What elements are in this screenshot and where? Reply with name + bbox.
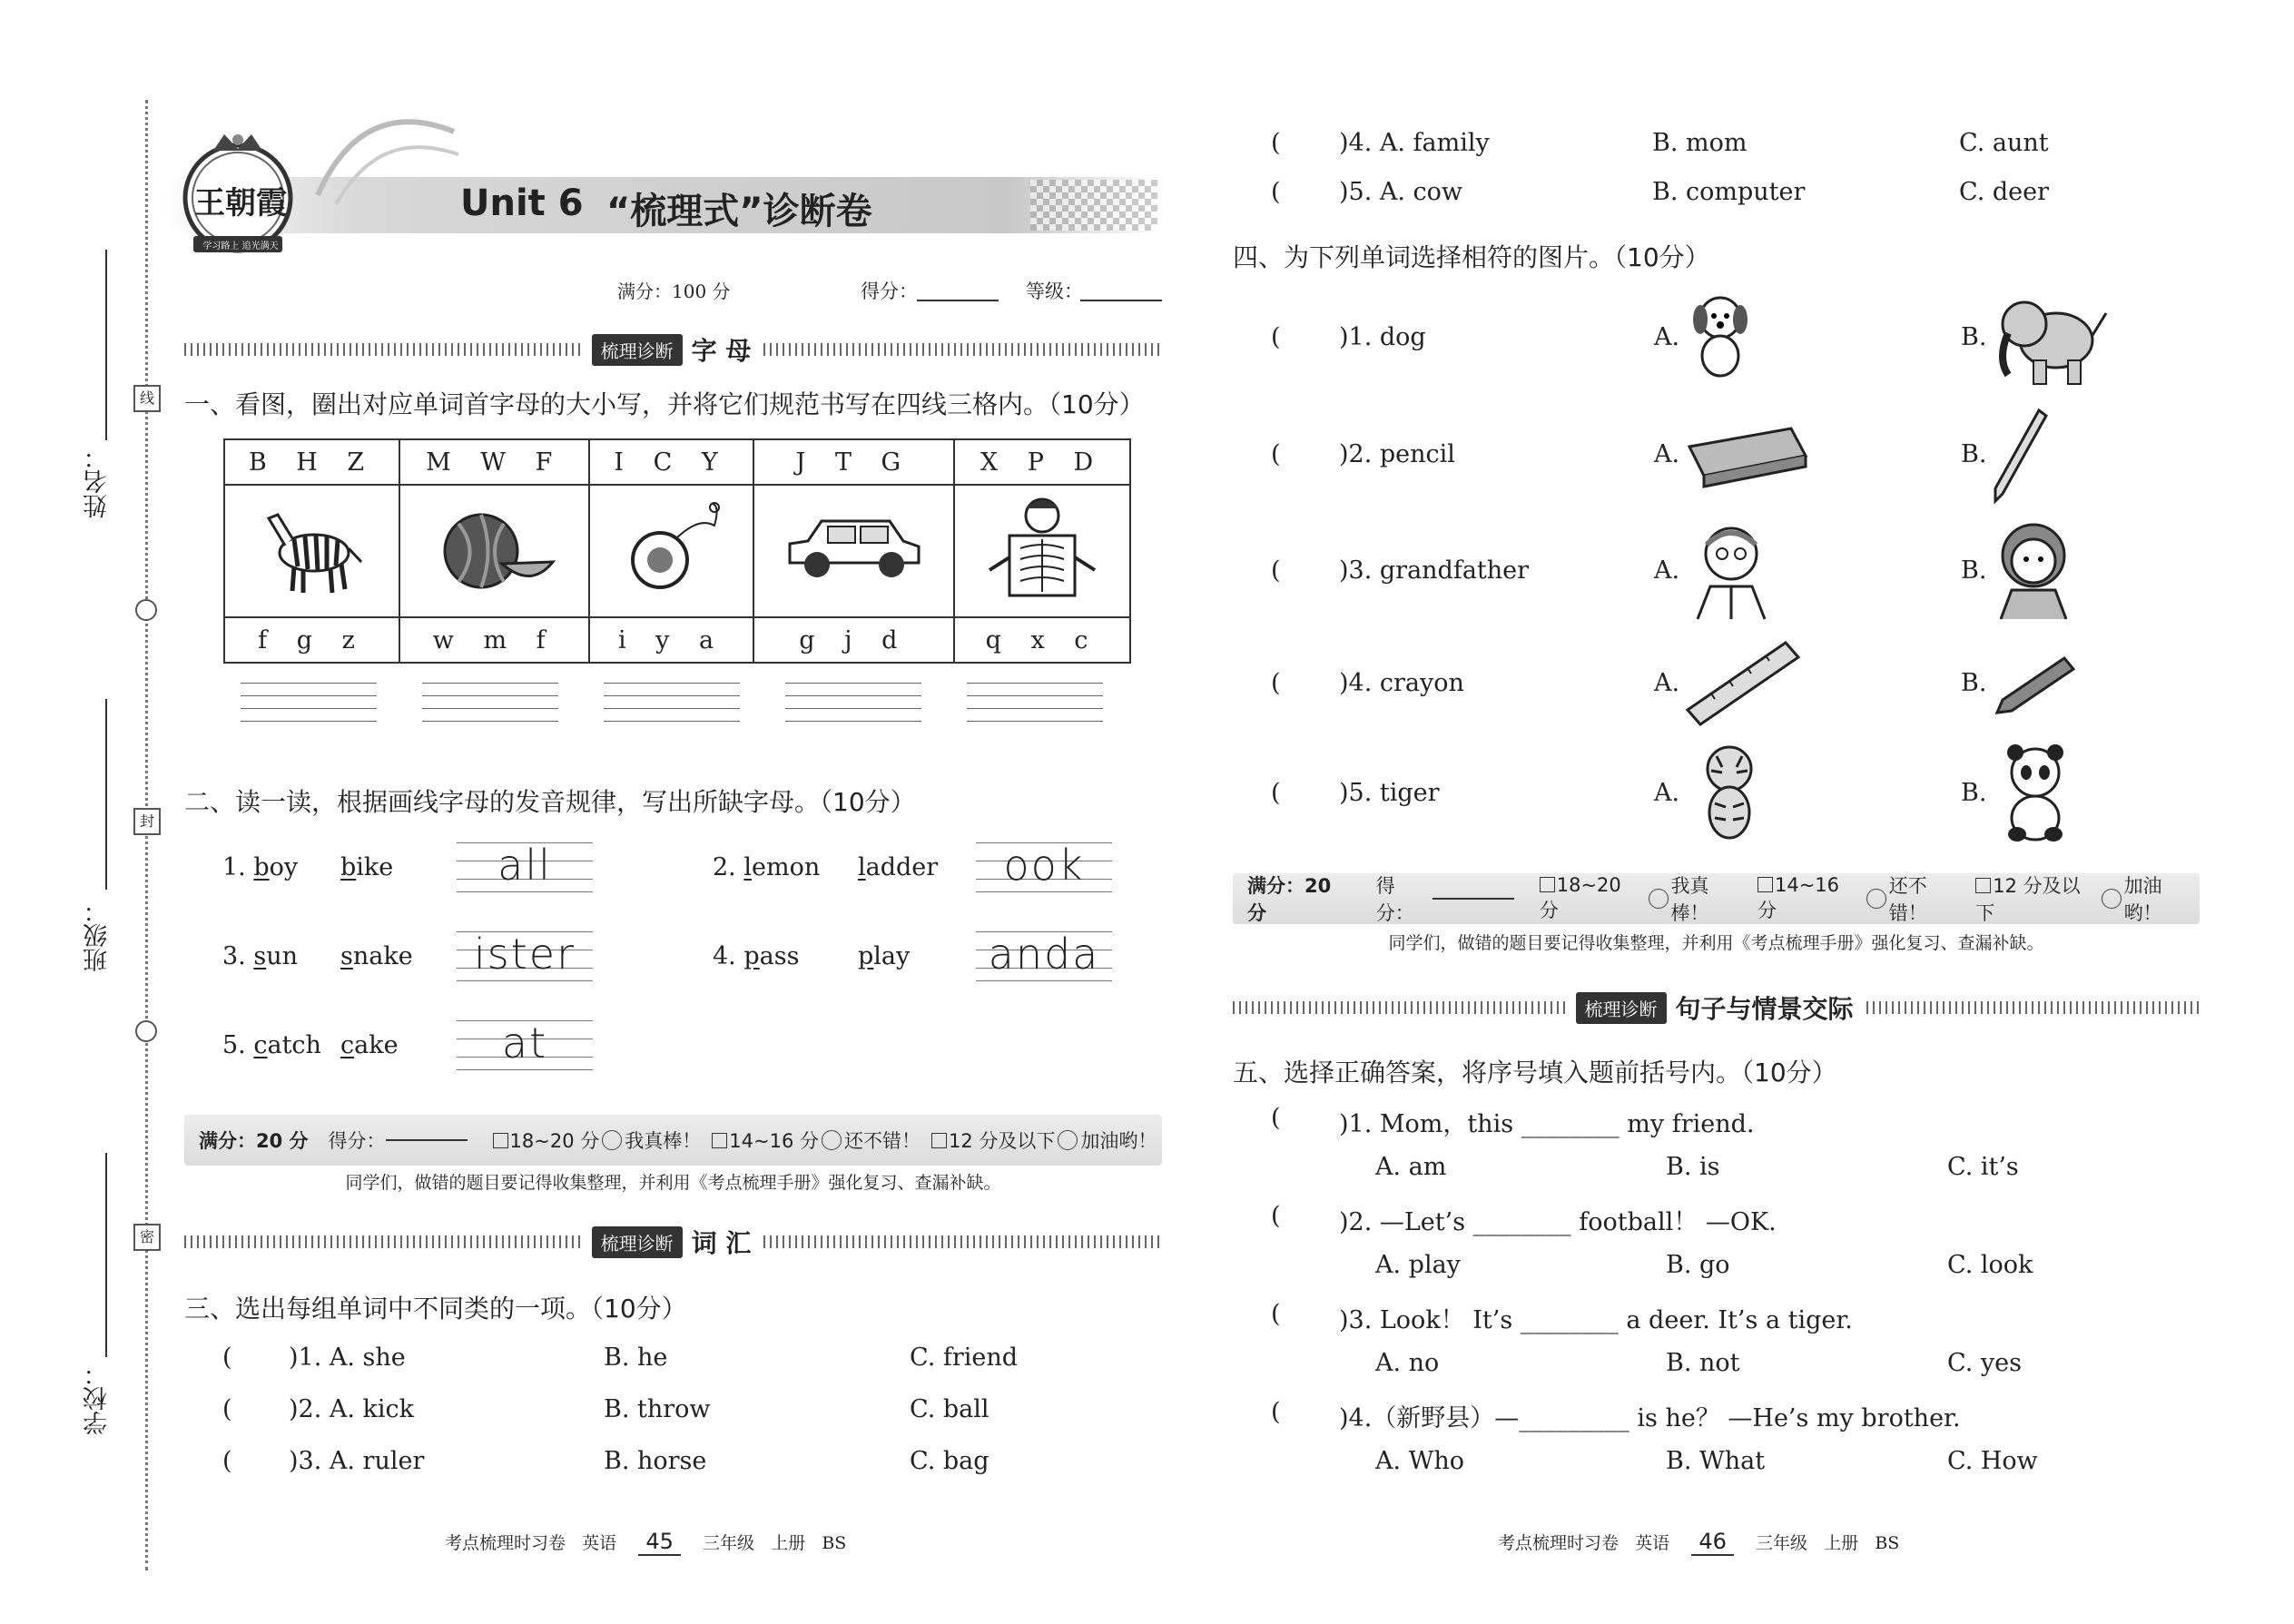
upper-letters: X P D — [954, 439, 1130, 485]
q4-option-a[interactable]: A. — [1654, 779, 1680, 807]
strip-score-field[interactable] — [1433, 898, 1513, 900]
strip-score-field[interactable] — [386, 1139, 468, 1141]
answer-paren[interactable]: ( — [1271, 556, 1281, 585]
q3-option-a: )5. A. cow — [1339, 178, 1463, 206]
q3-option-c: C. deer — [1959, 178, 2050, 206]
full-score: 满分：100 分 — [617, 281, 731, 302]
divider — [1866, 1001, 2200, 1014]
lower-letters: g j d — [753, 617, 954, 663]
lower-letters: f g z — [224, 617, 399, 663]
q2-item-1: 1. boy — [222, 853, 299, 881]
face-icon — [822, 1130, 842, 1150]
lower-letters: w m f — [399, 617, 589, 663]
smile-icon — [1649, 889, 1669, 909]
q5-question: )2. —Let’s ________ football！ —OK. — [1339, 1208, 1777, 1236]
section-title: 词 汇 — [691, 1228, 752, 1258]
writing-lines[interactable] — [422, 683, 558, 739]
q4-option-a[interactable]: A. — [1654, 669, 1680, 697]
q3-option-c: C. aunt — [1959, 129, 2049, 157]
option[interactable]: 12 分及以下 — [931, 1127, 1055, 1154]
cheer-icon — [1058, 1130, 1078, 1150]
q3-option-b: B. throw — [604, 1395, 711, 1423]
name-field[interactable] — [105, 250, 107, 440]
section-tag: 梳理诊断 — [592, 334, 683, 366]
upper-letters: M W F — [399, 439, 589, 485]
section-title: 句子与情景交际 — [1675, 994, 1854, 1024]
divider — [763, 1235, 1162, 1248]
answer-paren[interactable]: ( — [1271, 1104, 1281, 1132]
q3-option-a: )3. A. ruler — [289, 1447, 425, 1475]
seal-dot — [135, 599, 157, 621]
q3-title: 三、选出每组单词中不同类的一项。（10分） — [184, 1294, 687, 1324]
q1-table — [223, 438, 1131, 664]
q2-answer-5[interactable]: at — [457, 1011, 593, 1071]
q5-question: )3. Look！ It’s ________ a deer. It’s a tiger. — [1339, 1306, 1853, 1334]
school-field[interactable] — [105, 1153, 107, 1357]
section-header-letters — [184, 336, 1162, 366]
q4-word: )4. crayon — [1339, 669, 1464, 697]
writing-lines[interactable] — [785, 683, 921, 739]
watermelon-image — [399, 485, 589, 617]
q3-option-b: B. he — [604, 1343, 668, 1372]
strip-note: 同学们，做错的题目要记得收集整理，并利用《考点梳理手册》强化复习、查漏补缺。 — [345, 1173, 1001, 1193]
q5-option-a: A. am — [1375, 1153, 1447, 1181]
panda-image — [1997, 740, 2074, 844]
q3-option-c: C. ball — [910, 1395, 989, 1423]
q5-option-b: B. go — [1666, 1251, 1730, 1279]
option-label: 还不错！ — [1888, 875, 1927, 924]
score-label: 得分： — [861, 281, 918, 302]
strip-score-label: 得分： — [1375, 875, 1414, 924]
q1-title: 一、看图，圈出对应单词首字母的大小写，并将它们规范书写在四线三格内。（10分） — [184, 389, 1145, 419]
seal-secret-mark: 密 — [133, 1224, 161, 1251]
car-image — [753, 485, 954, 617]
q5-option-b: B. is — [1666, 1153, 1720, 1181]
strip-note: 同学们，做错的题目要记得收集整理，并利用《考点梳理手册》强化复习、查漏补缺。 — [1388, 933, 2044, 953]
yoyo-image — [589, 485, 753, 617]
answer-paren[interactable]: ( — [1271, 669, 1281, 697]
grade-label: 等级： — [1026, 281, 1083, 302]
elephant-image — [1988, 286, 2115, 390]
option-label: 加油哟！ — [2123, 875, 2162, 924]
xray-image — [954, 485, 1130, 617]
writing-lines[interactable] — [967, 683, 1103, 739]
logo-text: 王朝霞 — [194, 185, 287, 221]
q5-option-c: C. look — [1947, 1251, 2033, 1279]
q4-option-b[interactable]: B. — [1961, 556, 1987, 585]
lower-letters: i y a — [589, 617, 753, 663]
banner-pattern — [1030, 180, 1157, 231]
q3-option-b: B. mom — [1652, 129, 1748, 157]
q4-word: )5. tiger — [1339, 779, 1440, 807]
lower-letters: q x c — [954, 617, 1130, 663]
q2-answer-4[interactable]: anda — [976, 922, 1112, 982]
q2-answer-2[interactable]: ook — [976, 833, 1112, 893]
q2-answer-1[interactable]: all — [457, 833, 593, 893]
upper-letters: I C Y — [589, 439, 753, 485]
q2-item-4: 4. pass — [713, 942, 800, 970]
q3-option-b: B. computer — [1652, 178, 1806, 206]
answer-paren[interactable]: ( — [222, 1395, 232, 1423]
option[interactable]: 12 分及以下 — [1975, 875, 2081, 924]
q4-word: )2. pencil — [1339, 440, 1455, 468]
grade-field[interactable] — [1080, 300, 1162, 301]
q5-option-a: A. play — [1375, 1251, 1461, 1279]
pencil-case-image — [1684, 419, 1811, 492]
class-field[interactable] — [105, 699, 107, 890]
upper-letters: B H Z — [224, 439, 399, 485]
q5-title: 五、选择正确答案，将序号填入题前括号内。（10分） — [1233, 1058, 1837, 1088]
answer-paren[interactable]: ( — [222, 1447, 232, 1475]
footer-left: 考点梳理时习卷 英语 45 三年级 上册 BS — [445, 1529, 847, 1554]
q4-option-a[interactable]: A. — [1654, 323, 1680, 351]
footer-right: 考点梳理时习卷 英语 46 三年级 上册 BS — [1498, 1529, 1900, 1554]
face-icon — [1866, 889, 1886, 909]
answer-paren[interactable]: ( — [222, 1343, 232, 1372]
divider — [184, 1235, 583, 1248]
q5-option-a: A. no — [1375, 1349, 1440, 1377]
q4-title: 四、为下列单词选择相符的图片。（10分） — [1233, 242, 1710, 272]
score-field[interactable] — [917, 300, 999, 301]
q5-option-b: B. not — [1666, 1349, 1740, 1377]
q3-option-c: C. bag — [910, 1447, 989, 1475]
answer-paren[interactable]: ( — [1271, 1202, 1281, 1230]
ruler-image — [1684, 637, 1802, 728]
q4-word: )3. grandfather — [1339, 556, 1530, 585]
page-title: “梳理式”诊断卷 — [606, 191, 872, 232]
q2-item-2: 2. lemon — [713, 853, 821, 881]
grandmother-image — [1988, 517, 2079, 622]
class-label: 班级： — [84, 899, 112, 972]
q3-option-a: )4. A. family — [1339, 129, 1490, 157]
tiger-image — [1684, 740, 1775, 844]
q2-word: play — [858, 942, 911, 970]
option[interactable]: 18~20 分 — [1539, 874, 1621, 921]
q2-answer-3[interactable]: ister — [457, 922, 593, 982]
option[interactable]: 18~20 分 — [493, 1127, 600, 1154]
answer-paren[interactable]: ( — [1271, 440, 1281, 468]
q4-option-b[interactable]: B. — [1961, 440, 1987, 468]
q5-option-b: B. What — [1666, 1447, 1766, 1475]
smile-icon — [602, 1130, 622, 1150]
q3-option-c: C. friend — [910, 1343, 1019, 1372]
page-number: 46 — [1691, 1529, 1734, 1556]
q4-option-b[interactable]: B. — [1961, 323, 1987, 351]
option-label: 还不错！ — [843, 1130, 921, 1152]
section-tag: 梳理诊断 — [1576, 992, 1667, 1024]
option-label: 我真棒！ — [1670, 875, 1709, 924]
option-label: 加油哟！ — [1080, 1130, 1157, 1152]
divider — [1233, 1001, 1567, 1014]
logo-subtext: 学习路上 追光满天 — [202, 241, 279, 251]
pencil-image — [1988, 407, 2052, 507]
divider — [184, 343, 583, 356]
q5-option-a: A. Who — [1375, 1447, 1465, 1475]
q3-option-a: )2. A. kick — [289, 1395, 415, 1423]
score-strip — [1233, 873, 2200, 924]
q5-question: )4.（新野县）—_________ is he？ —He’s my brother. — [1339, 1404, 1961, 1432]
seal-dot — [135, 1020, 157, 1042]
answer-paren[interactable]: ( — [1271, 129, 1281, 157]
name-label: 姓名： — [84, 445, 112, 518]
seal-line-mark: 线 — [133, 385, 161, 412]
section-title: 字 母 — [691, 336, 752, 366]
option[interactable]: 14~16 分 — [712, 1127, 819, 1154]
grandfather-image — [1689, 517, 1775, 622]
option-label: 我真棒！ — [625, 1130, 702, 1152]
q5-option-c: C. it’s — [1947, 1153, 2019, 1181]
q2-word: snake — [340, 942, 413, 970]
cheer-icon — [2102, 889, 2122, 909]
q2-title: 二、读一读，根据画线字母的发音规律，写出所缺字母。（10分） — [184, 787, 916, 817]
writing-lines[interactable] — [241, 683, 377, 739]
q5-question: )1. Mom，this ________ my friend. — [1339, 1110, 1755, 1138]
option[interactable]: 14~16 分 — [1757, 874, 1840, 921]
q4-option-a[interactable]: A. — [1654, 440, 1680, 468]
section-header-sentences — [1233, 994, 2200, 1024]
crayon-image — [1988, 649, 2079, 722]
q2-word: cake — [340, 1031, 399, 1059]
answer-paren[interactable]: ( — [1271, 323, 1281, 351]
q2-word: ladder — [858, 853, 939, 881]
zebra-image — [224, 485, 399, 617]
q2-item-5: 5. catch — [222, 1031, 321, 1059]
answer-paren[interactable]: ( — [1271, 1300, 1281, 1328]
answer-paren[interactable]: ( — [1271, 779, 1281, 807]
section-header-vocab — [184, 1228, 1162, 1258]
strip-full: 满分：20 分 — [1247, 875, 1332, 924]
q4-option-a[interactable]: A. — [1654, 556, 1680, 585]
divider — [763, 343, 1162, 356]
q4-option-b[interactable]: B. — [1961, 669, 1987, 697]
q2-word: bike — [340, 853, 394, 881]
q5-option-c: C. yes — [1947, 1349, 2022, 1377]
q3-option-b: B. horse — [604, 1447, 707, 1475]
answer-paren[interactable]: ( — [1271, 178, 1281, 206]
strip-full: 满分：20 分 — [199, 1130, 309, 1152]
school-label: 学校： — [84, 1362, 112, 1435]
q2-item-3: 3. sun — [222, 942, 298, 970]
q5-option-c: C. How — [1947, 1447, 2038, 1475]
cut-line — [145, 100, 148, 1570]
ribbon-decoration — [309, 104, 463, 213]
seal-seal-mark: 封 — [133, 808, 161, 835]
q4-word: )1. dog — [1339, 323, 1426, 351]
writing-lines[interactable] — [604, 683, 740, 739]
dog-image — [1684, 289, 1757, 379]
q3-option-a: )1. A. she — [289, 1343, 406, 1372]
upper-letters: J T G — [753, 439, 954, 485]
strip-score-label: 得分： — [328, 1130, 386, 1152]
page-number: 45 — [638, 1529, 681, 1556]
section-tag: 梳理诊断 — [592, 1226, 683, 1258]
unit-label: Unit 6 — [460, 182, 584, 224]
score-strip — [184, 1115, 1162, 1166]
answer-paren[interactable]: ( — [1271, 1398, 1281, 1426]
q4-option-b[interactable]: B. — [1961, 779, 1987, 807]
